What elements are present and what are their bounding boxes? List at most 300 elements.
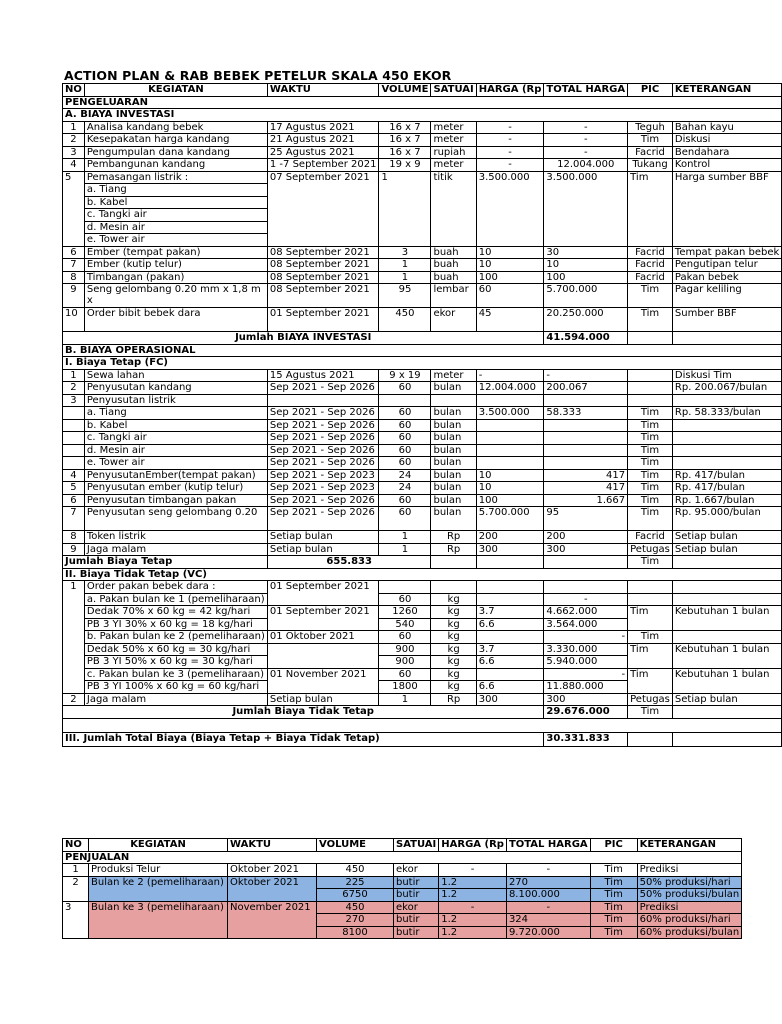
table-cell: 12.004.000 — [544, 159, 628, 172]
summary-row — [63, 332, 782, 345]
table-cell: Tim — [628, 668, 673, 693]
table-cell: a. Pakan bulan ke 1 (pemeliharaan) — [84, 593, 267, 606]
table-row — [63, 369, 782, 382]
table-cell: 58.333 — [544, 407, 628, 420]
table-cell: Rp. 200.067/bulan — [672, 382, 781, 395]
table-cell: Kebutuhan 1 bulan — [672, 643, 781, 668]
table-cell — [476, 444, 544, 457]
table-cell — [628, 394, 673, 407]
table-cell: 16 x 7 — [379, 146, 431, 159]
table-cell: lembar — [431, 284, 476, 308]
table-cell: bulan — [431, 432, 476, 445]
table-cell: Setiap bulan — [672, 693, 781, 706]
table-cell: butir — [394, 876, 439, 889]
table-cell: Bahan kayu — [672, 121, 781, 134]
table-cell — [63, 618, 85, 631]
column-header: SATUAI — [394, 839, 439, 852]
table-cell — [63, 718, 782, 732]
column-header: WAKTU — [267, 84, 379, 97]
table-cell: butir — [394, 889, 439, 902]
table-cell: Rp. 58.333/bulan — [672, 407, 781, 420]
table-cell: 20.250.000 — [544, 308, 628, 332]
table-cell: Tempat pakan bebek — [672, 246, 781, 259]
table-cell: Sep 2021 - Sep 2026 — [267, 407, 379, 420]
table-cell — [672, 394, 781, 407]
table-cell: - — [439, 864, 507, 877]
table-cell — [672, 444, 781, 457]
table-cell: PenyusutanEmber(tempat pakan) — [84, 469, 267, 482]
table-cell: bulan — [431, 507, 476, 531]
table-cell: e. Tower air — [84, 457, 267, 470]
table-cell: 50% produksi/bulan — [637, 889, 742, 902]
table-cell: Tim — [590, 901, 637, 914]
table-cell: 60 — [379, 631, 431, 644]
table-row — [63, 284, 782, 308]
table-cell: a. Tiang — [84, 184, 267, 197]
section-biaya-tetap: I. Biaya Tetap (FC) — [63, 357, 782, 370]
grand-total-value: 30.331.833 — [544, 732, 628, 746]
vc-c-row — [63, 668, 782, 681]
section-row — [63, 568, 782, 581]
table-cell: 417 — [544, 482, 628, 495]
table-cell: Tim — [628, 507, 673, 531]
table-cell: - — [476, 134, 544, 147]
table-cell: - — [439, 901, 507, 914]
table-cell: Tim — [628, 457, 673, 470]
table-cell: 10 — [476, 482, 544, 495]
section-row — [63, 96, 782, 109]
table-cell: Setiap bulan — [672, 531, 781, 544]
table-cell: kg — [431, 643, 476, 656]
table-cell: Tim — [628, 284, 673, 308]
table-cell: Penyusutan timbangan pakan — [84, 494, 267, 507]
table-cell — [63, 457, 85, 470]
table-cell: 19 x 9 — [379, 159, 431, 172]
table-cell: Tim — [628, 469, 673, 482]
table-cell: Kontrol — [672, 159, 781, 172]
document-title: ACTION PLAN & RAB BEBEK PETELUR SKALA 450 EKOR — [64, 68, 452, 83]
table-cell: Tim — [590, 864, 637, 877]
table-cell: Bendahara — [672, 146, 781, 159]
table-cell: 900 — [379, 643, 431, 656]
table-cell: 10 — [476, 259, 544, 272]
table-cell: Rp — [431, 693, 476, 706]
table-cell: 100 — [476, 494, 544, 507]
table-row — [63, 482, 782, 495]
total-tetap-label: Jumlah Biaya Tetap — [63, 556, 268, 569]
table-row — [63, 394, 782, 407]
table-cell: 60% produksi/hari — [637, 914, 742, 927]
total-investasi-value: 41.594.000 — [544, 332, 628, 345]
table-cell: Sep 2021 - Sep 2026 — [267, 419, 379, 432]
column-header: NO — [63, 839, 89, 852]
table-cell: 300 — [544, 693, 628, 706]
table-cell: 60 — [379, 419, 431, 432]
table-cell: 4.662.000 — [544, 606, 628, 619]
table-cell — [628, 593, 673, 606]
table-cell — [476, 394, 544, 407]
table-cell: 7 — [63, 507, 85, 531]
table-cell: 1 — [379, 531, 431, 544]
table-cell: b. Kabel — [84, 419, 267, 432]
column-header: VOLUME — [379, 84, 431, 97]
table-cell: 9.720.000 — [506, 926, 590, 939]
table-cell: 1.667 — [544, 494, 628, 507]
section-row — [63, 344, 782, 357]
table-cell — [628, 332, 673, 345]
table-cell: ekor — [431, 308, 476, 332]
table-cell: 1 — [379, 543, 431, 556]
table-cell: 1260 — [379, 606, 431, 619]
table-cell: 95 — [544, 507, 628, 531]
vc-dedak2-row — [63, 643, 782, 656]
table-cell: Tim — [628, 606, 673, 631]
table-cell: Diskusi — [672, 134, 781, 147]
table-cell: 225 — [317, 876, 394, 889]
table-cell: - — [544, 121, 628, 134]
table-cell: 5 — [63, 171, 85, 246]
table-cell: a. Tiang — [84, 407, 267, 420]
table-cell: buah — [431, 271, 476, 284]
table-cell: 60 — [379, 507, 431, 531]
table-cell: Ember (tempat pakan) — [84, 246, 267, 259]
table-row — [63, 246, 782, 259]
table-cell: Setiap bulan — [267, 543, 379, 556]
table-cell — [63, 606, 85, 619]
table-cell — [63, 668, 85, 681]
table-cell: c. Tangki air — [84, 209, 267, 222]
table-cell: - — [544, 593, 628, 606]
table-cell: 01 September 2021 — [267, 581, 379, 606]
table-cell: buah — [431, 259, 476, 272]
table-cell: - — [476, 159, 544, 172]
table-cell: Bulan ke 2 (pemeliharaan) — [89, 876, 228, 901]
table-row — [63, 494, 782, 507]
total-vc-value: 29.676.000 — [544, 706, 628, 719]
table-cell: Facrid — [628, 271, 673, 284]
table-row — [63, 432, 782, 445]
table-row — [63, 469, 782, 482]
sales-table — [62, 838, 742, 939]
table-cell: 6.6 — [476, 618, 544, 631]
table-cell: 8100 — [317, 926, 394, 939]
table-cell: Harga sumber BBF — [672, 171, 781, 246]
table-cell: 1 — [379, 693, 431, 706]
table-cell — [544, 444, 628, 457]
table-cell: kg — [431, 593, 476, 606]
table-cell: 60 — [476, 284, 544, 308]
table-cell: 900 — [379, 656, 431, 669]
table-cell — [672, 593, 781, 606]
table-cell: Kebutuhan 1 bulan — [672, 668, 781, 693]
table-cell: Penyusutan ember (kutip telur) — [84, 482, 267, 495]
table-cell — [476, 419, 544, 432]
table-cell: - — [506, 901, 590, 914]
table-cell — [672, 457, 781, 470]
table-cell: Kesepakatan harga kandang — [84, 134, 267, 147]
table-cell: Tim — [628, 482, 673, 495]
table-cell: Dedak 70% x 60 kg = 42 kg/hari — [84, 606, 267, 619]
table-cell — [628, 581, 673, 594]
table-cell: Setiap bulan — [267, 693, 379, 706]
table-cell: - — [544, 631, 628, 644]
table-cell: Sep 2021 - Sep 2026 — [267, 382, 379, 395]
table-cell: 300 — [476, 693, 544, 706]
table-row — [63, 382, 782, 395]
table-cell: c. Tangki air — [84, 432, 267, 445]
table-cell: Sep 2021 - Sep 2026 — [267, 494, 379, 507]
table-cell: 8 — [63, 531, 85, 544]
table-cell: Analisa kandang bebek — [84, 121, 267, 134]
table-cell: Rp — [431, 531, 476, 544]
table-cell — [63, 631, 85, 644]
table-cell: 17 Agustus 2021 — [267, 121, 379, 134]
table-cell: 300 — [544, 543, 628, 556]
table-cell: bulan — [431, 469, 476, 482]
table-cell — [63, 656, 85, 669]
table-cell: Pengutipan telur — [672, 259, 781, 272]
table-cell: b. Pakan bulan ke 2 (pemeliharaan) — [84, 631, 267, 644]
table-cell: 1800 — [379, 681, 431, 694]
total-tetap-value: 655.833 — [267, 556, 431, 569]
header-row — [63, 84, 782, 97]
table-cell: PB 3 YI 100% x 60 kg = 60 kg/hari — [84, 681, 267, 694]
table-cell: Timbangan (pakan) — [84, 271, 267, 284]
table-cell: butir — [394, 926, 439, 939]
table-cell — [63, 432, 85, 445]
table-cell: 417 — [544, 469, 628, 482]
table-cell: Sep 2021 - Sep 2026 — [267, 444, 379, 457]
table-cell: bulan — [431, 482, 476, 495]
summary-row — [63, 556, 782, 569]
table-cell — [544, 556, 628, 569]
table-cell — [672, 631, 781, 644]
table-cell: Tim — [590, 876, 637, 889]
table-cell: - — [544, 146, 628, 159]
table-cell: Tim — [590, 926, 637, 939]
table-cell — [431, 394, 476, 407]
table-cell: 6.6 — [476, 681, 544, 694]
table-cell: 2 — [63, 134, 85, 147]
column-header: WAKTU — [228, 839, 317, 852]
table-cell: Sep 2021 - Sep 2026 — [267, 507, 379, 531]
table-cell: 5.700.000 — [544, 284, 628, 308]
table-cell — [672, 732, 781, 746]
table-cell: 100 — [476, 271, 544, 284]
table-cell: Sep 2021 - Sep 2023 — [267, 482, 379, 495]
table-cell — [544, 581, 628, 594]
table-cell: 450 — [379, 308, 431, 332]
table-cell: 3 — [63, 394, 85, 407]
table-cell — [63, 593, 85, 606]
table-cell: bulan — [431, 382, 476, 395]
table-cell: Tim — [628, 134, 673, 147]
table-cell — [544, 419, 628, 432]
column-header: KETERANGAN — [637, 839, 742, 852]
table-cell: 9 — [63, 284, 85, 308]
table-cell — [544, 432, 628, 445]
table-cell — [267, 643, 379, 668]
table-cell: ekor — [394, 864, 439, 877]
table-cell — [672, 556, 781, 569]
table-cell: buah — [431, 246, 476, 259]
table-cell — [544, 457, 628, 470]
table-cell — [476, 668, 544, 681]
table-cell: 270 — [506, 876, 590, 889]
table-cell: Petugas — [628, 543, 673, 556]
table-cell: ekor — [394, 901, 439, 914]
table-cell: 1 — [379, 171, 431, 246]
table-cell: Sep 2021 - Sep 2026 — [267, 457, 379, 470]
table-cell: 4 — [63, 469, 85, 482]
table-cell: 5 — [63, 482, 85, 495]
table-row — [63, 457, 782, 470]
table-cell: Sewa lahan — [84, 369, 267, 382]
table-cell: Facrid — [628, 259, 673, 272]
table-cell: Penyusutan seng gelombang 0.20 — [84, 507, 267, 531]
column-header: KETERANGAN — [672, 84, 781, 97]
table-cell: Prediksi — [637, 901, 742, 914]
sales-row — [63, 876, 742, 889]
table-cell: Tim — [628, 631, 673, 644]
table-cell: Rp — [431, 543, 476, 556]
table-cell: 450 — [317, 864, 394, 877]
table-cell: d. Mesin air — [84, 221, 267, 234]
table-cell: kg — [431, 618, 476, 631]
table-cell: butir — [394, 914, 439, 927]
table-cell: Produksi Telur — [89, 864, 228, 877]
table-cell: 08 September 2021 — [267, 246, 379, 259]
table-row — [63, 543, 782, 556]
table-cell: 1.2 — [439, 876, 507, 889]
table-cell: 8 — [63, 271, 85, 284]
grand-total-row — [63, 732, 782, 746]
table-cell: 3 — [63, 146, 85, 159]
section-row — [63, 357, 782, 370]
table-cell: b. Kabel — [84, 196, 267, 209]
table-cell: 07 September 2021 — [267, 171, 379, 246]
table-cell: - — [506, 864, 590, 877]
table-cell: d. Mesin air — [84, 444, 267, 457]
table-cell — [476, 581, 544, 594]
table-cell: Jaga malam — [84, 693, 267, 706]
table-cell: Seng gelombang 0.20 mm x 1,8 m x — [84, 284, 267, 308]
table-cell: 11.880.000 — [544, 681, 628, 694]
section-pengeluaran: PENGELUARAN — [63, 96, 782, 109]
table-cell: Order pakan bebek dara : — [84, 581, 267, 594]
table-cell: 16 x 7 — [379, 134, 431, 147]
table-cell: - — [544, 668, 628, 681]
table-cell: kg — [431, 668, 476, 681]
section-biaya-tidak-tetap: II. Biaya Tidak Tetap (VC) — [63, 568, 782, 581]
table-cell: Dedak 50% x 60 kg = 30 kg/hari — [84, 643, 267, 656]
table-row — [63, 693, 782, 706]
table-cell: kg — [431, 631, 476, 644]
table-cell: 08 September 2021 — [267, 284, 379, 308]
table-cell: 16 x 7 — [379, 121, 431, 134]
column-header: VOLUME — [317, 839, 394, 852]
table-cell: bulan — [431, 457, 476, 470]
table-cell: Facrid — [628, 531, 673, 544]
table-cell: Rp. 417/bulan — [672, 469, 781, 482]
column-header: KEGIATAN — [89, 839, 228, 852]
table-cell: Rp. 417/bulan — [672, 482, 781, 495]
table-cell: 60 — [379, 593, 431, 606]
table-cell: 8.100.000 — [506, 889, 590, 902]
table-cell: PB 3 YI 50% x 60 kg = 30 kg/hari — [84, 656, 267, 669]
table-cell — [672, 706, 781, 719]
table-cell: 5.700.000 — [476, 507, 544, 531]
table-cell: 9 x 19 — [379, 369, 431, 382]
table-cell: 08 September 2021 — [267, 259, 379, 272]
vc-order-row — [63, 581, 782, 594]
table-cell: kg — [431, 681, 476, 694]
table-cell: 3.500.000 — [476, 407, 544, 420]
table-cell: Facrid — [628, 146, 673, 159]
table-cell: 60 — [379, 432, 431, 445]
table-cell: Tukang — [628, 159, 673, 172]
table-cell: Oktober 2021 — [228, 876, 317, 901]
table-cell — [672, 581, 781, 594]
table-cell — [63, 643, 85, 656]
table-cell: 60 — [379, 382, 431, 395]
table-cell: e. Tower air — [84, 234, 267, 247]
table-cell — [63, 444, 85, 457]
table-cell: 10 — [63, 308, 85, 332]
table-cell — [379, 394, 431, 407]
table-cell: Petugas — [628, 693, 673, 706]
table-cell: 1 -7 September 2021 — [267, 159, 379, 172]
table-row — [63, 419, 782, 432]
table-row — [63, 531, 782, 544]
table-cell — [628, 732, 673, 746]
table-cell: 2 — [63, 693, 85, 706]
table-cell: 1 — [63, 864, 89, 877]
table-cell — [476, 593, 544, 606]
table-cell: 01 Oktober 2021 — [267, 631, 379, 644]
table-cell: 10 — [544, 259, 628, 272]
table-cell: 300 — [476, 543, 544, 556]
table-cell: 200.067 — [544, 382, 628, 395]
listrik-row — [63, 171, 782, 184]
table-cell: Order bibit bebek dara — [84, 308, 267, 332]
table-cell: Tim — [628, 706, 673, 719]
table-cell: 324 — [506, 914, 590, 927]
table-cell: 3.500.000 — [476, 171, 544, 246]
table-cell: 200 — [476, 531, 544, 544]
grand-total-label: III. Jumlah Total Biaya (Biaya Tetap + Biaya Tidak Tetap) — [63, 732, 544, 746]
table-cell: Pembangunan kandang — [84, 159, 267, 172]
table-row — [63, 159, 782, 172]
table-cell — [476, 556, 544, 569]
table-cell: Tim — [628, 432, 673, 445]
table-cell — [544, 394, 628, 407]
table-cell: Teguh — [628, 121, 673, 134]
table-cell: Token listrik — [84, 531, 267, 544]
table-cell: 95 — [379, 284, 431, 308]
table-cell: 60% produksi/bulan — [637, 926, 742, 939]
vc-b-row — [63, 631, 782, 644]
section-operasional: B. BIAYA OPERASIONAL — [63, 344, 782, 357]
budget-table — [62, 83, 782, 747]
table-cell: 1.2 — [439, 889, 507, 902]
table-cell: - — [476, 369, 544, 382]
column-header: NO — [63, 84, 85, 97]
table-cell: meter — [431, 134, 476, 147]
table-cell — [431, 581, 476, 594]
table-cell — [476, 631, 544, 644]
table-row — [63, 444, 782, 457]
